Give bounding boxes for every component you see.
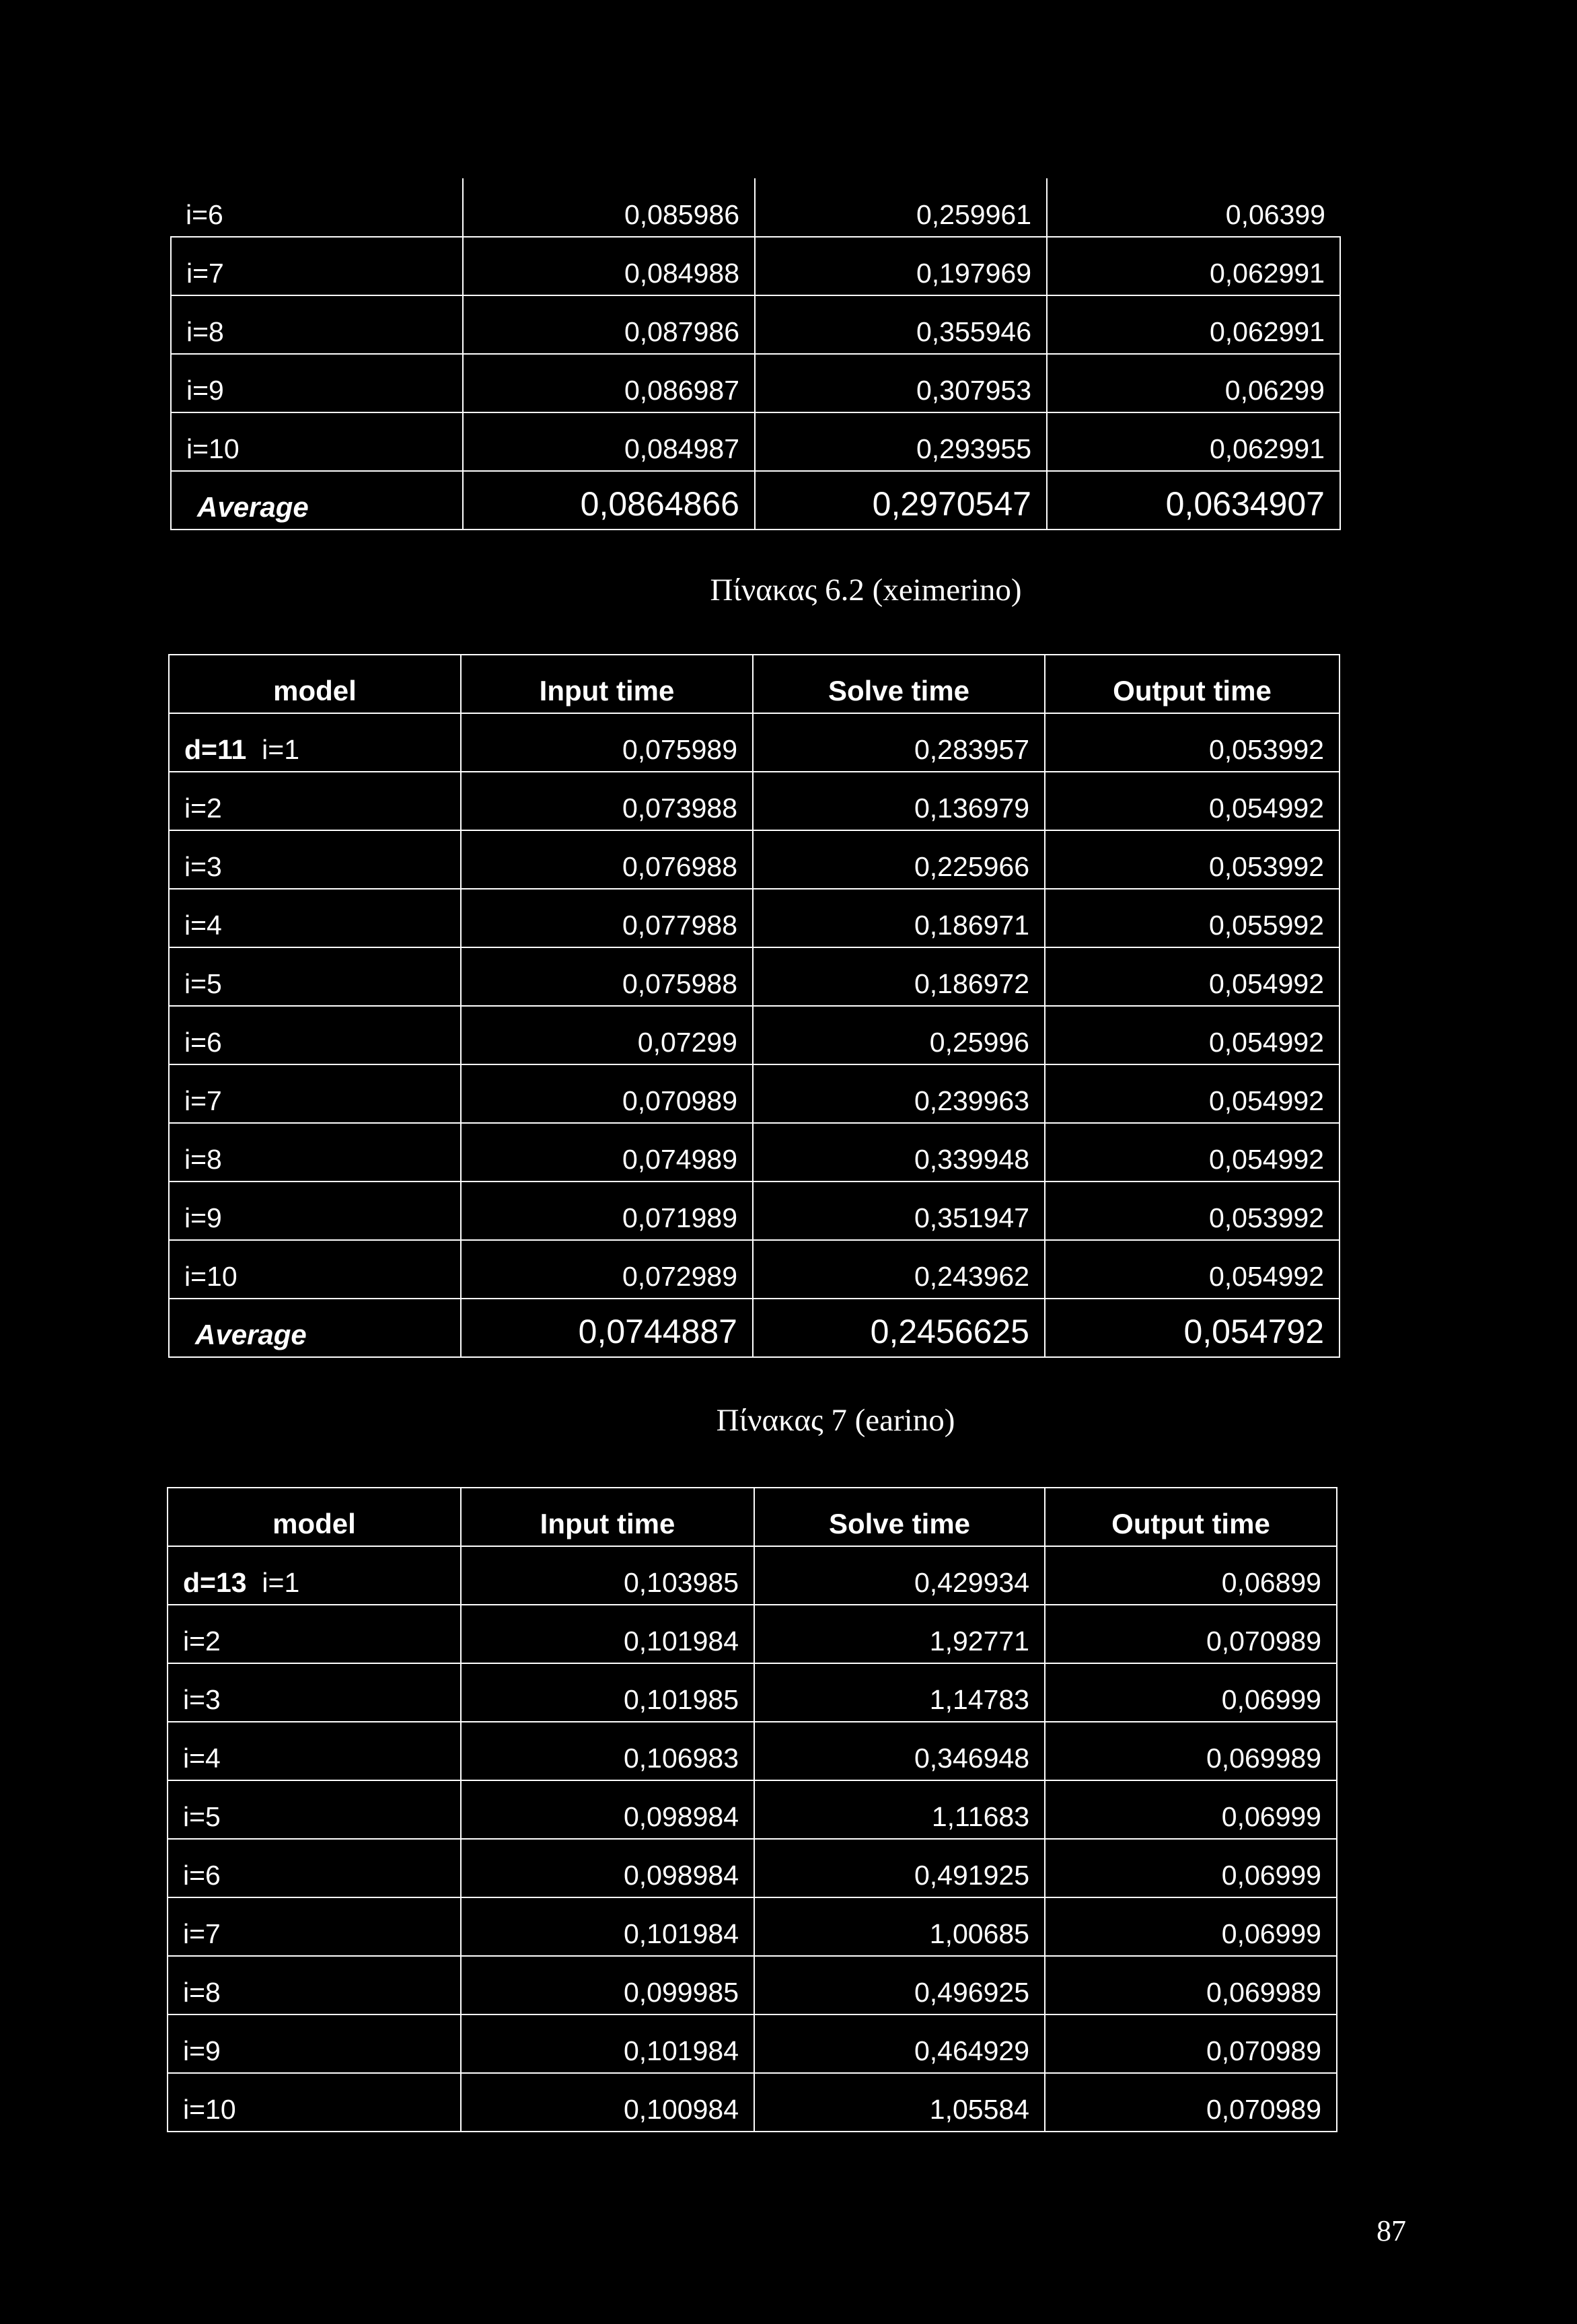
solve-time-cell: 0,464929 bbox=[754, 2014, 1045, 2073]
input-time-cell: 0,103985 bbox=[461, 1546, 754, 1605]
row-label: i=5 bbox=[168, 1780, 461, 1839]
output-time-cell: 0,069989 bbox=[1045, 1956, 1337, 2014]
table-caption-xeimerino: Πίνακας 6.2 (xeimerino) bbox=[710, 573, 1022, 608]
row-label: i=10 bbox=[168, 2073, 461, 2132]
input-time-cell: 0,084988 bbox=[463, 237, 755, 295]
row-label: i=9 bbox=[169, 1182, 461, 1240]
table-row bbox=[169, 830, 1340, 889]
solve-time-cell: 0,293955 bbox=[755, 412, 1047, 471]
input-time-cell: 0,072989 bbox=[461, 1240, 753, 1299]
input-time-cell: 0,101985 bbox=[461, 1663, 754, 1722]
row-label: i=8 bbox=[169, 1123, 461, 1182]
row-label: i=2 bbox=[169, 772, 461, 830]
table-row bbox=[169, 1006, 1340, 1064]
output-time-cell: 0,054992 bbox=[1045, 1064, 1340, 1123]
average-solve-time: 0,2970547 bbox=[755, 471, 1047, 530]
table-row bbox=[168, 1722, 1337, 1780]
timing-table-xeimerino bbox=[168, 654, 1340, 1358]
row-label: i=7 bbox=[169, 1064, 461, 1123]
input-time-cell: 0,070989 bbox=[461, 1064, 753, 1123]
input-time-cell: 0,077988 bbox=[461, 889, 753, 947]
output-time-cell: 0,054992 bbox=[1045, 1123, 1340, 1182]
input-time-cell: 0,073988 bbox=[461, 772, 753, 830]
output-time-cell: 0,054992 bbox=[1045, 1240, 1340, 1299]
output-time-cell: 0,070989 bbox=[1045, 2073, 1337, 2132]
header-model: model bbox=[168, 1488, 461, 1546]
output-time-cell: 0,06299 bbox=[1047, 354, 1340, 412]
page-number: 87 bbox=[1377, 2214, 1406, 2247]
input-time-cell: 0,101984 bbox=[461, 2014, 754, 2073]
output-time-cell: 0,06999 bbox=[1045, 1663, 1337, 1722]
row-label: i=10 bbox=[169, 1240, 461, 1299]
output-time-cell: 0,069989 bbox=[1045, 1722, 1337, 1780]
row-label: i=6 bbox=[168, 1839, 461, 1897]
row-label: i=7 bbox=[168, 1897, 461, 1956]
row-label: i=9 bbox=[171, 354, 463, 412]
output-time-cell: 0,062991 bbox=[1047, 295, 1340, 354]
row-label: i=9 bbox=[168, 2014, 461, 2073]
output-time-cell: 0,06999 bbox=[1045, 1897, 1337, 1956]
solve-time-cell: 0,243962 bbox=[753, 1240, 1045, 1299]
row-label: i=5 bbox=[169, 947, 461, 1006]
solve-time-cell: 0,225966 bbox=[753, 830, 1045, 889]
output-time-cell: 0,070989 bbox=[1045, 1605, 1337, 1663]
row-label: i=6 bbox=[171, 178, 463, 237]
header-input-time: Input time bbox=[461, 655, 753, 713]
input-time-cell: 0,071989 bbox=[461, 1182, 753, 1240]
table-row bbox=[168, 1780, 1337, 1839]
output-time-cell: 0,06999 bbox=[1045, 1839, 1337, 1897]
input-time-cell: 0,101984 bbox=[461, 1605, 754, 1663]
output-time-cell: 0,062991 bbox=[1047, 237, 1340, 295]
solve-time-cell: 1,05584 bbox=[754, 2073, 1045, 2132]
row-label bbox=[169, 713, 461, 772]
table-row bbox=[168, 1897, 1337, 1956]
average-output-time: 0,054792 bbox=[1045, 1299, 1340, 1357]
table-row bbox=[169, 889, 1340, 947]
average-row bbox=[171, 471, 1340, 530]
table-row bbox=[168, 1839, 1337, 1897]
solve-time-cell: 0,197969 bbox=[755, 237, 1047, 295]
table-row bbox=[168, 2014, 1337, 2073]
solve-time-cell: 1,00685 bbox=[754, 1897, 1045, 1956]
average-input-time: 0,0744887 bbox=[461, 1299, 753, 1357]
table-row bbox=[171, 295, 1340, 354]
row-label: i=6 bbox=[169, 1006, 461, 1064]
table-row bbox=[168, 1663, 1337, 1722]
table-header-row bbox=[169, 655, 1340, 713]
header-model: model bbox=[169, 655, 461, 713]
table-row bbox=[169, 1064, 1340, 1123]
input-time-cell: 0,076988 bbox=[461, 830, 753, 889]
row-label bbox=[168, 1546, 461, 1605]
solve-time-cell: 1,11683 bbox=[754, 1780, 1045, 1839]
output-time-cell: 0,053992 bbox=[1045, 830, 1340, 889]
solve-time-cell: 0,259961 bbox=[755, 178, 1047, 237]
output-time-cell: 0,06999 bbox=[1045, 1780, 1337, 1839]
table-row bbox=[171, 178, 1340, 237]
input-time-cell: 0,075989 bbox=[461, 713, 753, 772]
i-value: i=1 bbox=[262, 1567, 300, 1598]
solve-time-cell: 0,496925 bbox=[754, 1956, 1045, 2014]
solve-time-cell: 0,491925 bbox=[754, 1839, 1045, 1897]
output-time-cell: 0,06899 bbox=[1045, 1546, 1337, 1605]
i-value: i=1 bbox=[262, 734, 299, 765]
row-label: i=3 bbox=[169, 830, 461, 889]
solve-time-cell: 0,355946 bbox=[755, 295, 1047, 354]
output-time-cell: 0,070989 bbox=[1045, 2014, 1337, 2073]
d-value: d=11 bbox=[184, 734, 247, 765]
table-row bbox=[171, 354, 1340, 412]
solve-time-cell: 0,186971 bbox=[753, 889, 1045, 947]
output-time-cell: 0,054992 bbox=[1045, 1006, 1340, 1064]
solve-time-cell: 0,339948 bbox=[753, 1123, 1045, 1182]
output-time-cell: 0,062991 bbox=[1047, 412, 1340, 471]
solve-time-cell: 0,186972 bbox=[753, 947, 1045, 1006]
output-time-cell: 0,053992 bbox=[1045, 713, 1340, 772]
table-row bbox=[169, 1182, 1340, 1240]
input-time-cell: 0,101984 bbox=[461, 1897, 754, 1956]
header-solve-time: Solve time bbox=[754, 1488, 1045, 1546]
header-output-time: Output time bbox=[1045, 655, 1340, 713]
table-row bbox=[171, 237, 1340, 295]
table-row bbox=[169, 1123, 1340, 1182]
input-time-cell: 0,098984 bbox=[461, 1780, 754, 1839]
solve-time-cell: 0,283957 bbox=[753, 713, 1045, 772]
row-label: i=7 bbox=[171, 237, 463, 295]
average-output-time: 0,0634907 bbox=[1047, 471, 1340, 530]
row-label: i=2 bbox=[168, 1605, 461, 1663]
input-time-cell: 0,086987 bbox=[463, 354, 755, 412]
average-label: Average bbox=[169, 1299, 461, 1357]
table-row bbox=[168, 1605, 1337, 1663]
table-row bbox=[168, 1546, 1337, 1605]
input-time-cell: 0,084987 bbox=[463, 412, 755, 471]
row-label: i=4 bbox=[169, 889, 461, 947]
solve-time-cell: 0,25996 bbox=[753, 1006, 1045, 1064]
average-label: Average bbox=[171, 471, 463, 530]
output-time-cell: 0,054992 bbox=[1045, 947, 1340, 1006]
table-header-row bbox=[168, 1488, 1337, 1546]
input-time-cell: 0,099985 bbox=[461, 1956, 754, 2014]
input-time-cell: 0,100984 bbox=[461, 2073, 754, 2132]
solve-time-cell: 1,92771 bbox=[754, 1605, 1045, 1663]
average-row bbox=[169, 1299, 1340, 1357]
output-time-cell: 0,055992 bbox=[1045, 889, 1340, 947]
d-value: d=13 bbox=[183, 1567, 247, 1598]
table-row bbox=[169, 713, 1340, 772]
solve-time-cell: 1,14783 bbox=[754, 1663, 1045, 1722]
row-label: i=8 bbox=[168, 1956, 461, 2014]
input-time-cell: 0,087986 bbox=[463, 295, 755, 354]
input-time-cell: 0,07299 bbox=[461, 1006, 753, 1064]
timing-table-continued bbox=[170, 178, 1341, 530]
input-time-cell: 0,106983 bbox=[461, 1722, 754, 1780]
header-solve-time: Solve time bbox=[753, 655, 1045, 713]
table-row bbox=[168, 1956, 1337, 2014]
solve-time-cell: 0,429934 bbox=[754, 1546, 1045, 1605]
solve-time-cell: 0,307953 bbox=[755, 354, 1047, 412]
input-time-cell: 0,074989 bbox=[461, 1123, 753, 1182]
average-input-time: 0,0864866 bbox=[463, 471, 755, 530]
average-solve-time: 0,2456625 bbox=[753, 1299, 1045, 1357]
input-time-cell: 0,075988 bbox=[461, 947, 753, 1006]
table-row bbox=[171, 412, 1340, 471]
solve-time-cell: 0,136979 bbox=[753, 772, 1045, 830]
input-time-cell: 0,098984 bbox=[461, 1839, 754, 1897]
table-row bbox=[168, 2073, 1337, 2132]
input-time-cell: 0,085986 bbox=[463, 178, 755, 237]
timing-table-earino bbox=[167, 1487, 1337, 2132]
row-label: i=4 bbox=[168, 1722, 461, 1780]
solve-time-cell: 0,239963 bbox=[753, 1064, 1045, 1123]
row-label: i=8 bbox=[171, 295, 463, 354]
solve-time-cell: 0,346948 bbox=[754, 1722, 1045, 1780]
table-row bbox=[169, 1240, 1340, 1299]
table-row bbox=[169, 772, 1340, 830]
header-input-time: Input time bbox=[461, 1488, 754, 1546]
row-label: i=3 bbox=[168, 1663, 461, 1722]
output-time-cell: 0,06399 bbox=[1047, 178, 1340, 237]
header-output-time: Output time bbox=[1045, 1488, 1337, 1546]
row-label: i=10 bbox=[171, 412, 463, 471]
solve-time-cell: 0,351947 bbox=[753, 1182, 1045, 1240]
output-time-cell: 0,054992 bbox=[1045, 772, 1340, 830]
table-row bbox=[169, 947, 1340, 1006]
table-caption-earino: Πίνακας 7 (earino) bbox=[716, 1403, 955, 1438]
output-time-cell: 0,053992 bbox=[1045, 1182, 1340, 1240]
